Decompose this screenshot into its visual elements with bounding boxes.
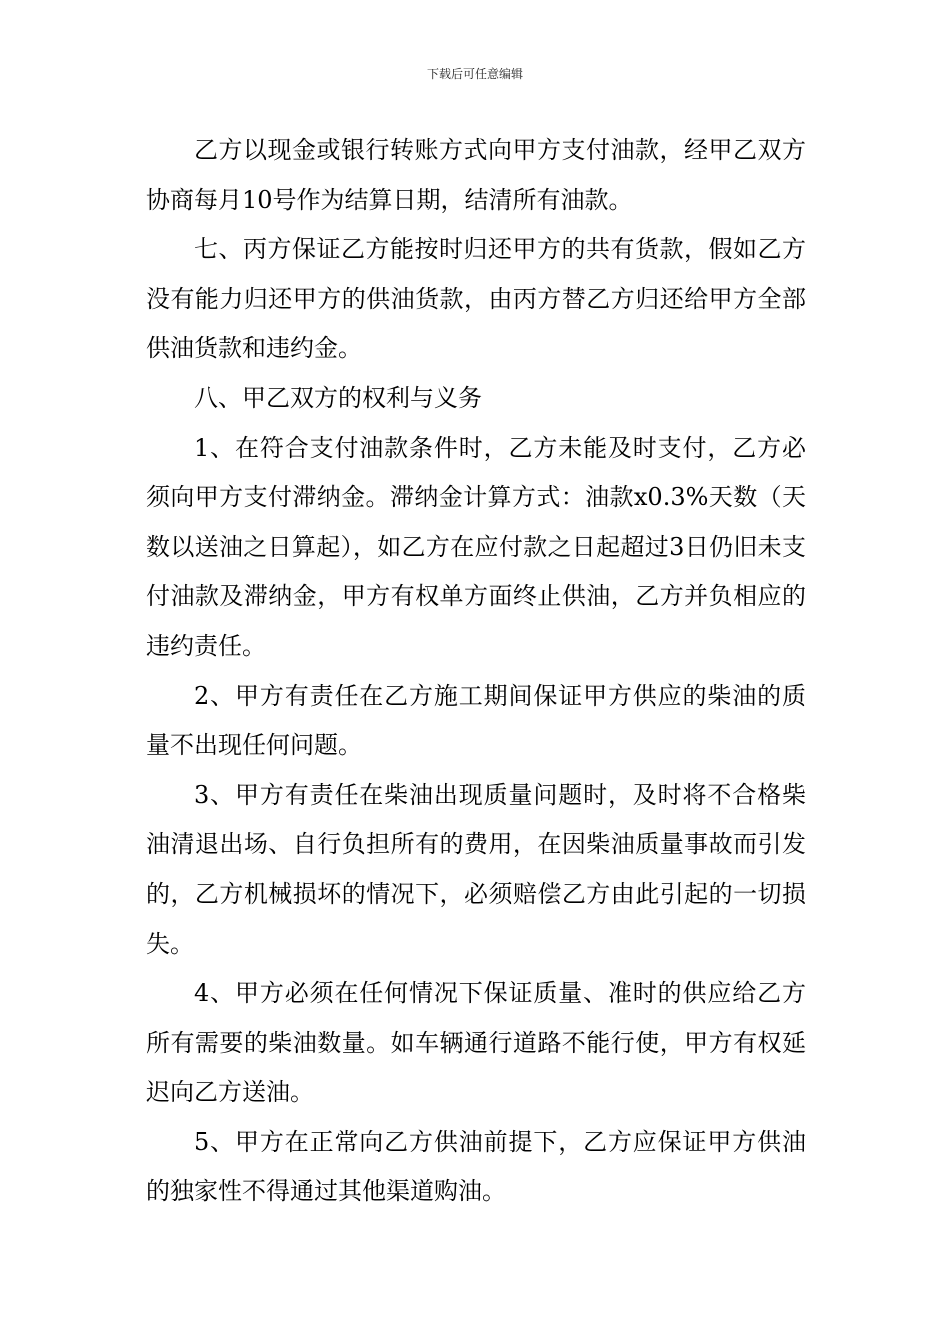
paragraph-clause-8-heading: 八、甲乙双方的权利与义务: [194, 383, 482, 412]
paragraph-item-4: 4、甲方必须在任何情况下保证质量、准时的供应给乙方所有需要的柴油数量。如车辆通行道路不能行使，甲方有权延迟向乙方送油。: [146, 979, 806, 1107]
paragraph-payment-settlement: 乙方以现金或银行转账方式向甲方支付油款，经甲乙双方协商每月10号作为结算日期，结清所有油款。: [146, 136, 806, 214]
paragraph-item-5: 5、甲方在正常向乙方供油前提下，乙方应保证甲方供油的独家性不得通过其他渠道购油。: [146, 1127, 806, 1206]
page-header-note: 下载后可任意编辑: [426, 67, 523, 81]
paragraph-item-1: 1、在符合支付油款条件时，乙方未能及时支付，乙方必须向甲方支付滞纳金。滞纳金计算方式：油款x0.3%天数（天数以送油之日算起），如乙方在应付款之日起超过3日仍旧未支付油款及滞纳金，甲方有权单方面终止供油，乙方并负相应的违约责任。: [146, 433, 806, 660]
document-body: [146, 126, 806, 1217]
paragraph-clause-7: 七、丙方保证乙方能按时归还甲方的共有货款，假如乙方没有能力归还甲方的供油货款，由丙方替乙方归还给甲方全部供油货款和违约金。: [146, 235, 806, 363]
paragraph-item-2: 2、甲方有责任在乙方施工期间保证甲方供应的柴油的质量不出现任何问题。: [146, 681, 806, 760]
paragraph-item-3: 3、甲方有责任在柴油出现质量问题时，及时将不合格柴油清退出场、自行负担所有的费用，在因柴油质量事故而引发的，乙方机械损坏的情况下，必须赔偿乙方由此引起的一切损失。: [146, 780, 806, 958]
